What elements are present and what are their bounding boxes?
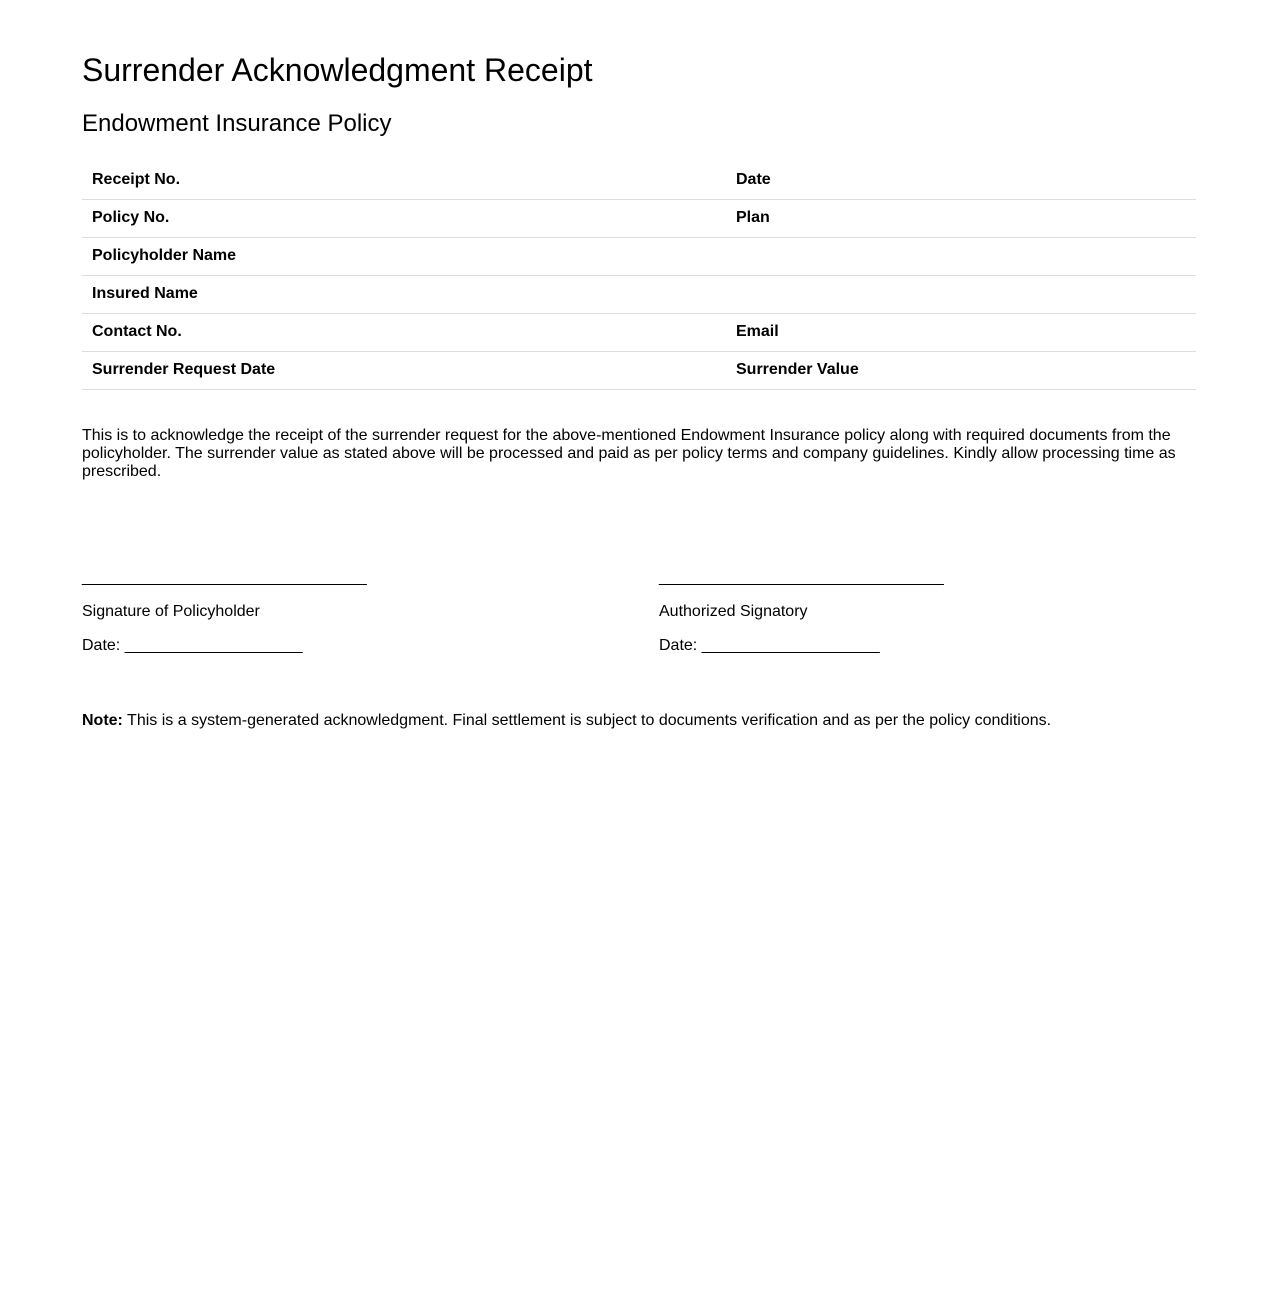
policyholder-name-label: Policyholder Name (82, 237, 726, 275)
signature-line: ________________________________ (659, 569, 944, 586)
signature-date (82, 636, 482, 656)
signature-label: Authorized Signatory (659, 603, 808, 620)
table-row (82, 237, 1196, 275)
date-line: ____________________ (124, 637, 303, 654)
empty-cell (726, 237, 1196, 275)
date-label: Date (726, 161, 1196, 199)
page-title: Surrender Acknowledgment Receipt (82, 52, 593, 88)
receipt-no-label: Receipt No. (82, 161, 726, 199)
email-label: Email (726, 313, 1196, 351)
date-line: ____________________ (701, 637, 880, 654)
table-row (82, 351, 1196, 389)
signature-date (659, 636, 1059, 656)
date-label: Date: (659, 637, 698, 654)
acknowledgment-paragraph: This is to acknowledge the receipt of the surrender request for the above-mentioned Endowment Insurance policy along with required documents from the policyholder. The surrender value as stated above will be processed and paid as per policy terms and company guidelines. Kindly allow processing time as prescribed. (82, 427, 1176, 480)
date-label: Date: (82, 637, 121, 654)
policyholder-signature-block (82, 568, 482, 656)
details-table (82, 161, 1196, 390)
plan-label: Plan (726, 199, 1196, 237)
page-subtitle: Endowment Insurance Policy (82, 110, 392, 137)
surrender-value-label: Surrender Value (726, 351, 1196, 389)
note-text: This is a system-generated acknowledgment. Final settlement is subject to documents verification and as per the policy conditions. (127, 712, 1052, 729)
signature-line: ________________________________ (82, 569, 367, 586)
table-row (82, 275, 1196, 313)
note (82, 711, 1051, 731)
signature-label: Signature of Policyholder (82, 603, 260, 620)
table-row (82, 199, 1196, 237)
table-row (82, 161, 1196, 199)
surrender-request-date-label: Surrender Request Date (82, 351, 726, 389)
authorized-signature-block (659, 568, 1059, 656)
policy-no-label: Policy No. (82, 199, 726, 237)
insured-name-label: Insured Name (82, 275, 726, 313)
note-label: Note: (82, 712, 123, 729)
contact-no-label: Contact No. (82, 313, 726, 351)
table-row (82, 313, 1196, 351)
empty-cell (726, 275, 1196, 313)
